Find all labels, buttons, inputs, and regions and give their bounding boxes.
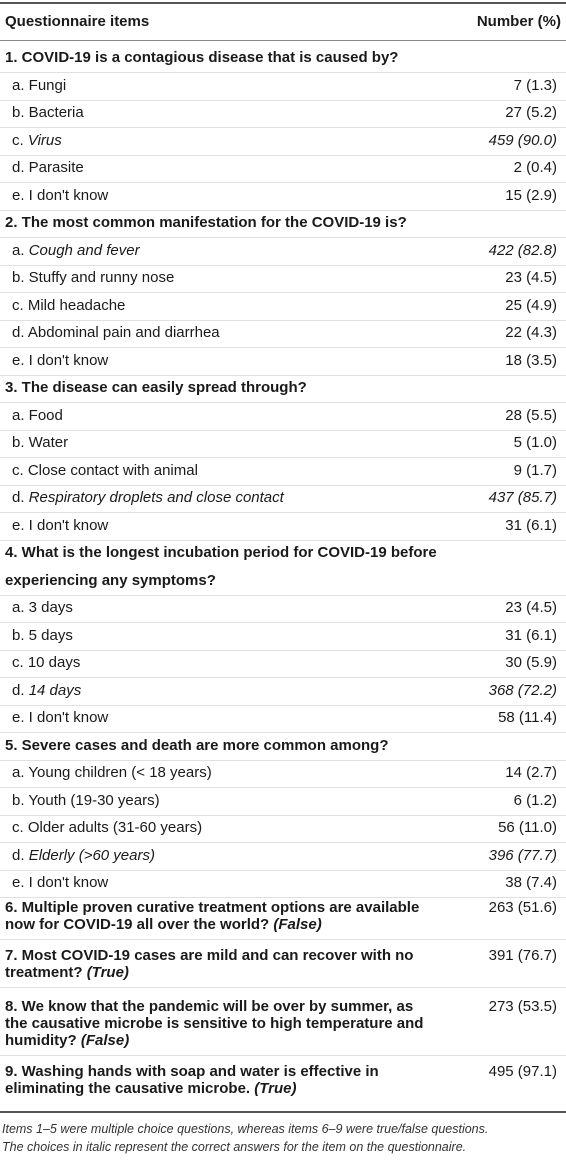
question-line-text: treatment? <box>5 964 83 981</box>
question-line-text: the causative microbe is sensitive to high temperature and <box>5 1015 424 1032</box>
option-row <box>0 515 566 543</box>
option-row <box>0 75 566 103</box>
row-divider <box>0 677 566 678</box>
header-rule <box>0 40 566 41</box>
answer-key-tag: (True) <box>86 964 129 981</box>
number-percent-value: 31 (6.1) <box>505 626 557 644</box>
question-line-text: 9. Washing hands with soap and water is effective in <box>5 1063 379 1080</box>
option-text: e. I don't know <box>12 874 109 891</box>
answer-key-tag: (False) <box>273 916 322 933</box>
true-false-question-line <box>5 964 129 981</box>
true-false-question-line <box>5 916 322 933</box>
row-divider <box>0 650 566 651</box>
row-divider <box>0 375 566 376</box>
option-row <box>0 157 566 185</box>
option-letter: a. <box>12 241 29 259</box>
option-letter: d. <box>12 489 29 506</box>
true-false-question-line <box>5 1015 423 1032</box>
row-divider <box>0 485 566 486</box>
row-divider <box>0 100 566 101</box>
row-divider <box>0 987 566 988</box>
number-percent-value: 2 (0.4) <box>513 159 557 176</box>
question-line-text: eliminating the causative microbe. <box>5 1080 251 1097</box>
number-percent-value: 6 (1.2) <box>513 791 557 809</box>
option-row <box>0 845 566 873</box>
row-divider <box>0 237 566 238</box>
option-text: e. I don't know <box>12 516 109 534</box>
question-line-text: 6. Multiple proven curative treatment options are available <box>5 899 420 916</box>
number-percent-value: 58 (11.4) <box>498 709 557 726</box>
number-percent-value: 422 (82.8) <box>488 241 557 259</box>
option-text: b. Water <box>12 434 69 451</box>
row-divider <box>0 265 566 266</box>
table-bottom-rule <box>0 1111 566 1113</box>
number-percent-value: 28 (5.5) <box>505 406 557 424</box>
row-divider <box>0 402 566 403</box>
option-letter: c. <box>12 131 28 149</box>
option-row <box>0 460 566 488</box>
option-text: b. 5 days <box>12 626 73 644</box>
option-row <box>0 597 566 625</box>
question-text: 3. The disease can easily spread through? <box>5 379 307 396</box>
question-line-text: humidity? <box>5 1032 77 1049</box>
option-text: b. Stuffy and runny nose <box>12 269 175 286</box>
row-divider <box>0 760 566 761</box>
number-percent-value: 14 (2.7) <box>505 764 557 781</box>
option-row <box>0 872 566 900</box>
question-row <box>0 212 566 240</box>
option-row <box>0 652 566 680</box>
number-percent-value: 15 (2.9) <box>505 186 557 204</box>
option-text <box>12 682 81 699</box>
option-text: b. Bacteria <box>12 104 84 121</box>
footnote-line: Items 1–5 were multiple choice questions, whereas items 6–9 were true/false questions. <box>2 1122 489 1136</box>
option-row <box>0 130 566 158</box>
question-row <box>0 570 566 598</box>
option-text <box>12 847 155 864</box>
option-text: b. Youth (19-30 years) <box>12 791 160 809</box>
option-text <box>12 132 62 149</box>
answer-key-tag: (False) <box>80 1032 130 1049</box>
row-divider <box>0 72 566 73</box>
row-divider <box>0 842 566 843</box>
row-divider <box>0 622 566 623</box>
row-divider <box>0 210 566 211</box>
option-row <box>0 707 566 735</box>
option-text: d. Abdominal pain and diarrhea <box>12 324 220 341</box>
row-divider <box>0 815 566 816</box>
row-divider <box>0 540 566 541</box>
number-percent-value: 459 (90.0) <box>488 131 557 149</box>
correct-answer-text: Respiratory droplets and close contact <box>28 489 284 506</box>
option-text: a. Young children (< 18 years) <box>12 764 212 781</box>
row-divider <box>0 732 566 733</box>
row-divider <box>0 870 566 871</box>
number-percent-value: 22 (4.3) <box>505 324 557 341</box>
true-false-question-line <box>5 1063 379 1080</box>
number-percent-value: 437 (85.7) <box>488 489 557 506</box>
question-text: 4. What is the longest incubation period for COVID-19 before <box>5 544 437 561</box>
option-text: a. Food <box>12 406 63 424</box>
number-percent-value: 7 (1.3) <box>513 76 557 94</box>
question-text: 1. COVID-19 is a contagious disease that is caused by? <box>5 49 399 66</box>
row-divider <box>0 292 566 293</box>
row-divider <box>0 155 566 156</box>
question-line-text: 7. Most COVID-19 cases are mild and can recover with no <box>5 947 414 964</box>
question-text: experiencing any symptoms? <box>5 571 216 589</box>
footnote-line: The choices in italic represent the correct answers for the item on the questionnaire. <box>2 1140 467 1154</box>
option-text: e. I don't know <box>12 351 109 369</box>
correct-answer-text: Cough and fever <box>28 241 140 259</box>
number-percent-value: 9 (1.7) <box>513 461 557 479</box>
correct-answer-text: 14 days <box>28 681 82 699</box>
option-row <box>0 487 566 515</box>
option-row <box>0 817 566 845</box>
option-text: e. I don't know <box>12 186 109 204</box>
number-percent-value: 38 (7.4) <box>505 874 557 891</box>
option-row <box>0 405 566 433</box>
table-top-rule <box>0 2 566 4</box>
true-false-question-line <box>5 998 413 1015</box>
number-percent-value: 31 (6.1) <box>505 516 557 534</box>
correct-answer-text: Elderly (>60 years) <box>28 846 155 864</box>
row-divider <box>0 320 566 321</box>
question-row <box>0 735 566 763</box>
number-percent-value: 263 (51.6) <box>488 899 557 916</box>
row-divider <box>0 595 566 596</box>
option-row <box>0 267 566 295</box>
row-divider <box>0 512 566 513</box>
option-row <box>0 680 566 708</box>
number-percent-value: 396 (77.7) <box>488 846 557 864</box>
number-percent-value: 56 (11.0) <box>498 819 557 836</box>
row-divider <box>0 1055 566 1056</box>
row-divider <box>0 182 566 183</box>
question-line-text: now for COVID-19 all over the world? <box>5 916 270 933</box>
option-text: c. 10 days <box>12 654 81 671</box>
option-text: c. Mild headache <box>12 296 126 314</box>
option-text <box>12 242 140 259</box>
option-row <box>0 102 566 130</box>
row-divider <box>0 457 566 458</box>
number-percent-value: 30 (5.9) <box>505 654 557 671</box>
row-divider <box>0 787 566 788</box>
row-divider <box>0 939 566 940</box>
option-text: d. Parasite <box>12 159 84 176</box>
true-false-question-line <box>5 947 413 964</box>
number-percent-value: 18 (3.5) <box>505 351 557 369</box>
number-percent-value: 23 (4.5) <box>505 599 557 616</box>
row-divider <box>0 705 566 706</box>
option-row <box>0 762 566 790</box>
question-line-text: 8. We know that the pandemic will be over by summer, as <box>5 998 414 1015</box>
option-letter: d. <box>12 681 29 699</box>
answer-key-tag: (True) <box>254 1080 297 1097</box>
row-divider <box>0 127 566 128</box>
question-row <box>0 542 566 570</box>
option-text: c. Older adults (31-60 years) <box>12 819 203 836</box>
header-questionnaire-items: Questionnaire items <box>5 13 150 30</box>
question-text: 5. Severe cases and death are more common among? <box>5 736 389 754</box>
question-row <box>0 47 566 75</box>
option-text <box>12 489 284 506</box>
option-text: a. Fungi <box>12 76 67 94</box>
question-text: 2. The most common manifestation for the COVID-19 is? <box>5 214 407 231</box>
correct-answer-text: Virus <box>27 131 62 149</box>
option-text: e. I don't know <box>12 709 109 726</box>
option-row <box>0 350 566 378</box>
true-false-question-line <box>5 1032 129 1049</box>
option-text: a. 3 days <box>12 599 73 616</box>
row-divider <box>0 347 566 348</box>
number-percent-value: 391 (76.7) <box>488 947 557 964</box>
row-divider <box>0 897 566 898</box>
number-percent-value: 5 (1.0) <box>513 434 557 451</box>
option-row <box>0 322 566 350</box>
option-row <box>0 240 566 268</box>
number-percent-value: 27 (5.2) <box>505 104 557 121</box>
number-percent-value: 368 (72.2) <box>488 681 557 699</box>
option-row <box>0 432 566 460</box>
option-letter: d. <box>12 846 29 864</box>
true-false-question-line <box>5 899 419 916</box>
number-percent-value: 23 (4.5) <box>505 269 557 286</box>
header-number-percent: Number (%) <box>476 13 561 30</box>
option-row <box>0 295 566 323</box>
number-percent-value: 273 (53.5) <box>488 998 557 1015</box>
row-divider <box>0 430 566 431</box>
option-row <box>0 625 566 653</box>
option-text: c. Close contact with animal <box>12 461 198 479</box>
option-row <box>0 185 566 213</box>
option-row <box>0 790 566 818</box>
true-false-question-line <box>5 1080 296 1097</box>
number-percent-value: 495 (97.1) <box>488 1063 557 1080</box>
number-percent-value: 25 (4.9) <box>505 296 557 314</box>
question-row <box>0 377 566 405</box>
